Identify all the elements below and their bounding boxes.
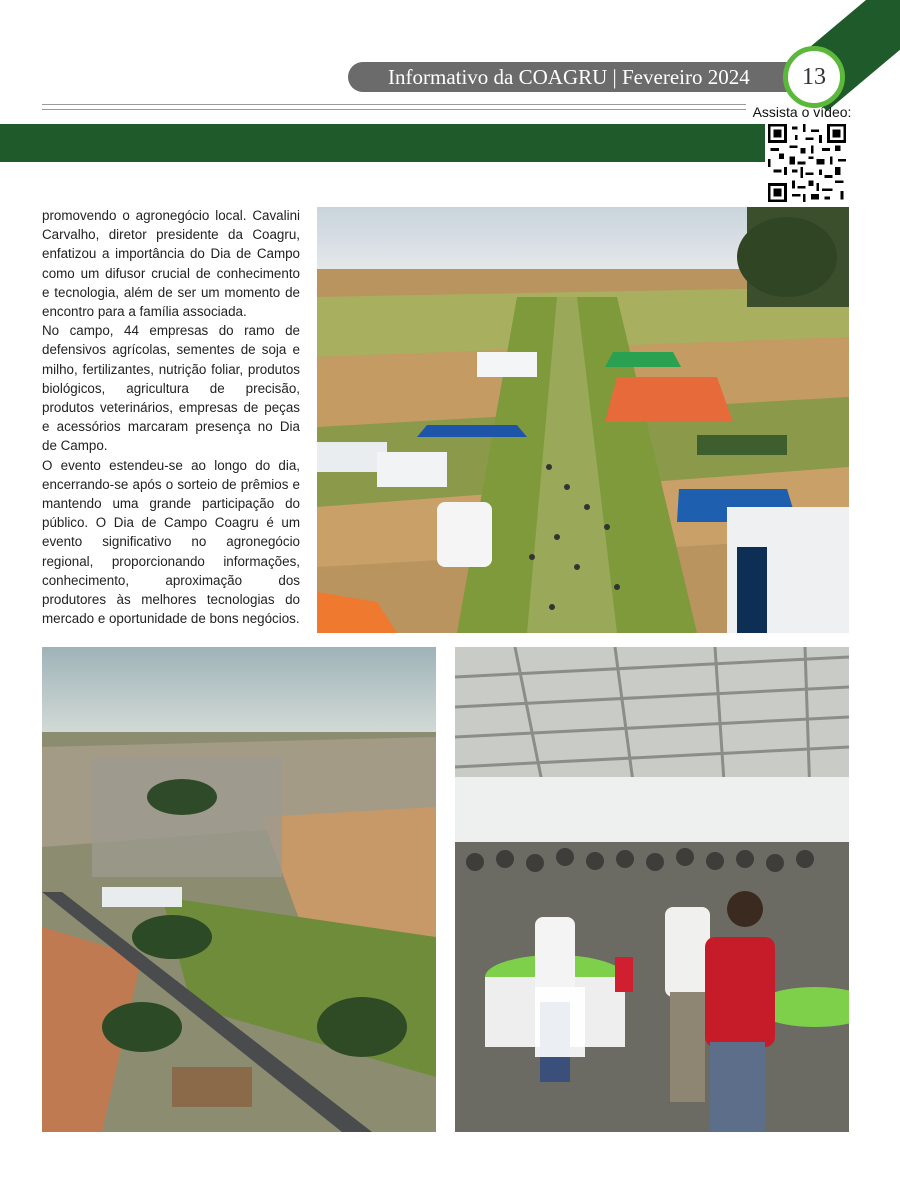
field-day-photo: [317, 207, 849, 633]
article-body: [42, 206, 300, 628]
aerial-town-photo: [42, 647, 436, 1132]
video-label: Assista o vídeo:: [752, 104, 852, 120]
article-paragraph: No campo, 44 empresas do ramo de defensivos agrícolas, sementes de soja e milho, fertilizantes, nutrição foliar, produtos biológicos, agricultura de precisão, produtos veterinários, empresas de peças e acessórios marcaram presença no Dia de Campo.: [42, 323, 300, 454]
page-number: 13: [783, 46, 845, 108]
section-band: [0, 124, 765, 162]
hall-crowd-photo: [455, 647, 849, 1132]
header-rule: [42, 104, 746, 110]
issue-title: Informativo da COAGRU | Fevereiro 2024: [348, 62, 798, 92]
qr-code-icon[interactable]: [768, 124, 846, 202]
article-paragraph: O evento estendeu-se ao longo do dia, encerrando-se após o sorteio de prêmios e mantendo uma grande participação do público. O Dia de Campo Coagru é um evento significativo no agronegócio regional, proporcionando informações, conhecimento, aproximação dos produtores às melhores tecnologias do mercado e oportunidade de bons negócios.: [42, 457, 300, 627]
article-paragraph: promovendo o agronegócio local. Cavalini Carvalho, diretor presidente da Coagru, enfatizou a importância do Dia de Campo como um difusor crucial de conhecimento e tecnologia, além de ser um momento de encontro para a família associada.: [42, 208, 300, 320]
